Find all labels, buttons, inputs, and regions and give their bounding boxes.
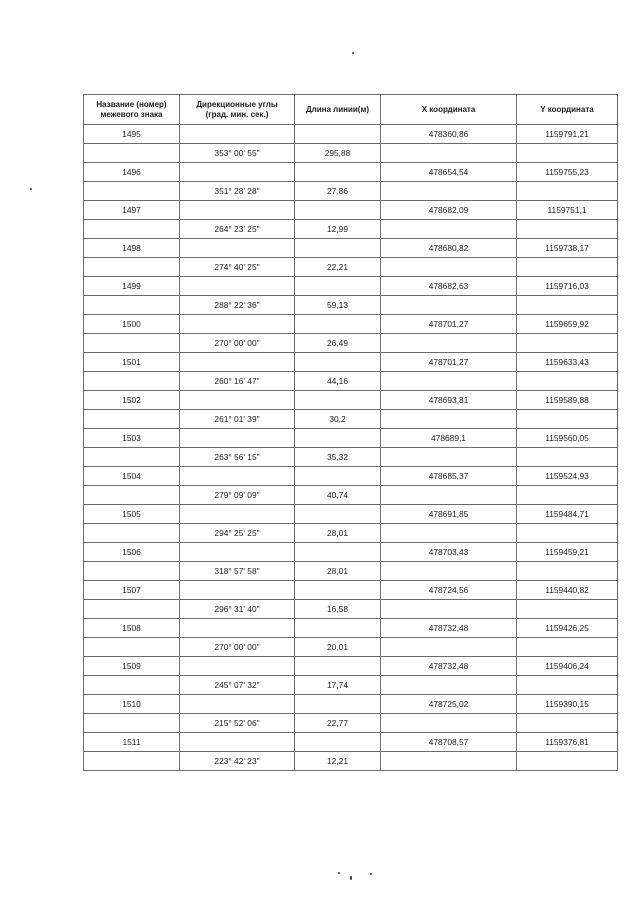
direction-angle-cell: 288° 22' 36" bbox=[180, 296, 295, 315]
direction-angle-cell: 351° 28' 28" bbox=[180, 182, 295, 201]
scan-speck bbox=[370, 873, 372, 875]
empty-cell bbox=[517, 562, 618, 581]
line-length-cell: 22,21 bbox=[295, 258, 381, 277]
segment-row bbox=[84, 448, 618, 467]
empty-cell bbox=[517, 524, 618, 543]
line-length-cell: 26,49 bbox=[295, 334, 381, 353]
point-name-cell: 1503 bbox=[84, 429, 180, 448]
x-coordinate-cell: 478654,54 bbox=[381, 163, 517, 182]
direction-angle-cell: 353° 00' 55" bbox=[180, 144, 295, 163]
empty-cell bbox=[84, 638, 180, 657]
line-length-cell: 30,2 bbox=[295, 410, 381, 429]
point-row bbox=[84, 657, 618, 676]
empty-cell bbox=[180, 543, 295, 562]
point-name-cell: 1500 bbox=[84, 315, 180, 334]
direction-angle-cell: 270° 00' 00" bbox=[180, 638, 295, 657]
point-name-cell: 1507 bbox=[84, 581, 180, 600]
empty-cell bbox=[84, 220, 180, 239]
x-coordinate-cell: 478680,82 bbox=[381, 239, 517, 258]
point-row bbox=[84, 239, 618, 258]
point-row bbox=[84, 619, 618, 638]
empty-cell bbox=[180, 505, 295, 524]
line-length-cell: 44,16 bbox=[295, 372, 381, 391]
empty-cell bbox=[295, 315, 381, 334]
direction-angle-cell: 294° 25' 25" bbox=[180, 524, 295, 543]
empty-cell bbox=[180, 201, 295, 220]
empty-cell bbox=[180, 315, 295, 334]
segment-row bbox=[84, 296, 618, 315]
segment-row bbox=[84, 600, 618, 619]
empty-cell bbox=[381, 258, 517, 277]
segment-row bbox=[84, 524, 618, 543]
scan-speck bbox=[352, 52, 354, 54]
x-coordinate-cell: 478691,85 bbox=[381, 505, 517, 524]
empty-cell bbox=[517, 144, 618, 163]
point-row bbox=[84, 581, 618, 600]
x-coordinate-cell: 478708,57 bbox=[381, 733, 517, 752]
x-coordinate-cell: 478732,48 bbox=[381, 619, 517, 638]
empty-cell bbox=[381, 752, 517, 771]
empty-cell bbox=[381, 638, 517, 657]
point-name-cell: 1498 bbox=[84, 239, 180, 258]
segment-row bbox=[84, 334, 618, 353]
empty-cell bbox=[517, 372, 618, 391]
segment-row bbox=[84, 144, 618, 163]
segment-row bbox=[84, 182, 618, 201]
header-y-coordinate: Y координата bbox=[517, 95, 618, 125]
y-coordinate-cell: 1159560,05 bbox=[517, 429, 618, 448]
line-length-cell: 12,99 bbox=[295, 220, 381, 239]
y-coordinate-cell: 1159633,43 bbox=[517, 353, 618, 372]
empty-cell bbox=[180, 581, 295, 600]
header-x-coordinate: X координата bbox=[381, 95, 517, 125]
empty-cell bbox=[180, 619, 295, 638]
y-coordinate-cell: 1159406,24 bbox=[517, 657, 618, 676]
empty-cell bbox=[295, 505, 381, 524]
x-coordinate-cell: 478693,81 bbox=[381, 391, 517, 410]
scan-speck bbox=[30, 188, 32, 190]
x-coordinate-cell: 478732,48 bbox=[381, 657, 517, 676]
segment-row bbox=[84, 562, 618, 581]
empty-cell bbox=[295, 429, 381, 448]
point-name-cell: 1511 bbox=[84, 733, 180, 752]
empty-cell bbox=[517, 334, 618, 353]
line-length-cell: 28,01 bbox=[295, 562, 381, 581]
line-length-cell: 27,86 bbox=[295, 182, 381, 201]
empty-cell bbox=[180, 125, 295, 144]
empty-cell bbox=[381, 144, 517, 163]
boundary-coordinates-table bbox=[83, 94, 618, 771]
y-coordinate-cell: 1159426,25 bbox=[517, 619, 618, 638]
direction-angle-cell: 261° 01' 39" bbox=[180, 410, 295, 429]
direction-angle-cell: 318° 57' 58" bbox=[180, 562, 295, 581]
empty-cell bbox=[295, 467, 381, 486]
empty-cell bbox=[517, 258, 618, 277]
empty-cell bbox=[295, 391, 381, 410]
empty-cell bbox=[295, 163, 381, 182]
segment-row bbox=[84, 486, 618, 505]
direction-angle-cell: 215° 52' 06" bbox=[180, 714, 295, 733]
empty-cell bbox=[517, 448, 618, 467]
direction-angle-cell: 270° 00' 00" bbox=[180, 334, 295, 353]
empty-cell bbox=[381, 714, 517, 733]
empty-cell bbox=[517, 638, 618, 657]
y-coordinate-cell: 1159738,17 bbox=[517, 239, 618, 258]
point-row bbox=[84, 163, 618, 182]
segment-row bbox=[84, 372, 618, 391]
segment-row bbox=[84, 752, 618, 771]
point-name-cell: 1504 bbox=[84, 467, 180, 486]
empty-cell bbox=[180, 239, 295, 258]
point-name-cell: 1496 bbox=[84, 163, 180, 182]
point-name-cell: 1499 bbox=[84, 277, 180, 296]
empty-cell bbox=[84, 334, 180, 353]
point-row bbox=[84, 125, 618, 144]
empty-cell bbox=[180, 733, 295, 752]
empty-cell bbox=[84, 752, 180, 771]
point-row bbox=[84, 353, 618, 372]
x-coordinate-cell: 478701,27 bbox=[381, 353, 517, 372]
x-coordinate-cell: 478703,43 bbox=[381, 543, 517, 562]
x-coordinate-cell: 478682,63 bbox=[381, 277, 517, 296]
empty-cell bbox=[517, 182, 618, 201]
direction-angle-cell: 245° 07' 32" bbox=[180, 676, 295, 695]
point-row bbox=[84, 695, 618, 714]
empty-cell bbox=[84, 600, 180, 619]
line-length-cell: 295,88 bbox=[295, 144, 381, 163]
line-length-cell: 35,32 bbox=[295, 448, 381, 467]
y-coordinate-cell: 1159524,93 bbox=[517, 467, 618, 486]
header-point-name: Название (номер) межевого знака bbox=[84, 95, 180, 125]
point-name-cell: 1501 bbox=[84, 353, 180, 372]
point-row bbox=[84, 733, 618, 752]
segment-row bbox=[84, 676, 618, 695]
line-length-cell: 28,01 bbox=[295, 524, 381, 543]
line-length-cell: 22,77 bbox=[295, 714, 381, 733]
empty-cell bbox=[517, 676, 618, 695]
line-length-cell: 16,58 bbox=[295, 600, 381, 619]
y-coordinate-cell: 1159659,92 bbox=[517, 315, 618, 334]
empty-cell bbox=[381, 220, 517, 239]
empty-cell bbox=[180, 695, 295, 714]
empty-cell bbox=[517, 486, 618, 505]
y-coordinate-cell: 1159459,21 bbox=[517, 543, 618, 562]
empty-cell bbox=[381, 562, 517, 581]
empty-cell bbox=[84, 410, 180, 429]
empty-cell bbox=[381, 296, 517, 315]
y-coordinate-cell: 1159755,23 bbox=[517, 163, 618, 182]
empty-cell bbox=[295, 543, 381, 562]
point-name-cell: 1497 bbox=[84, 201, 180, 220]
empty-cell bbox=[180, 467, 295, 486]
point-name-cell: 1509 bbox=[84, 657, 180, 676]
x-coordinate-cell: 478360,86 bbox=[381, 125, 517, 144]
empty-cell bbox=[381, 486, 517, 505]
empty-cell bbox=[180, 429, 295, 448]
header-line-length: Длина линии(м) bbox=[295, 95, 381, 125]
empty-cell bbox=[381, 334, 517, 353]
y-coordinate-cell: 1159390,15 bbox=[517, 695, 618, 714]
empty-cell bbox=[84, 486, 180, 505]
point-name-cell: 1502 bbox=[84, 391, 180, 410]
empty-cell bbox=[381, 676, 517, 695]
point-name-cell: 1510 bbox=[84, 695, 180, 714]
x-coordinate-cell: 478724,56 bbox=[381, 581, 517, 600]
empty-cell bbox=[295, 353, 381, 372]
empty-cell bbox=[295, 201, 381, 220]
point-row bbox=[84, 505, 618, 524]
line-length-cell: 59,13 bbox=[295, 296, 381, 315]
direction-angle-cell: 274° 40' 25" bbox=[180, 258, 295, 277]
empty-cell bbox=[84, 524, 180, 543]
empty-cell bbox=[381, 448, 517, 467]
empty-cell bbox=[84, 296, 180, 315]
empty-cell bbox=[180, 277, 295, 296]
empty-cell bbox=[180, 657, 295, 676]
segment-row bbox=[84, 258, 618, 277]
empty-cell bbox=[381, 372, 517, 391]
empty-cell bbox=[180, 391, 295, 410]
x-coordinate-cell: 478689,1 bbox=[381, 429, 517, 448]
x-coordinate-cell: 478685,37 bbox=[381, 467, 517, 486]
y-coordinate-cell: 1159751,1 bbox=[517, 201, 618, 220]
line-length-cell: 17,74 bbox=[295, 676, 381, 695]
direction-angle-cell: 264° 23' 25" bbox=[180, 220, 295, 239]
empty-cell bbox=[517, 600, 618, 619]
line-length-cell: 12,21 bbox=[295, 752, 381, 771]
empty-cell bbox=[381, 182, 517, 201]
empty-cell bbox=[517, 714, 618, 733]
empty-cell bbox=[381, 524, 517, 543]
empty-cell bbox=[84, 676, 180, 695]
empty-cell bbox=[295, 239, 381, 258]
empty-cell bbox=[517, 410, 618, 429]
header-direction-angle: Дирекционные углы (град. мин. сек.) bbox=[180, 95, 295, 125]
point-row bbox=[84, 315, 618, 334]
y-coordinate-cell: 1159791,21 bbox=[517, 125, 618, 144]
scan-speck bbox=[338, 872, 340, 874]
empty-cell bbox=[84, 448, 180, 467]
point-name-cell: 1506 bbox=[84, 543, 180, 562]
empty-cell bbox=[295, 277, 381, 296]
y-coordinate-cell: 1159484,71 bbox=[517, 505, 618, 524]
empty-cell bbox=[295, 733, 381, 752]
scan-speck bbox=[350, 876, 352, 880]
table-body bbox=[84, 125, 618, 771]
direction-angle-cell: 260° 16' 47" bbox=[180, 372, 295, 391]
empty-cell bbox=[517, 220, 618, 239]
point-name-cell: 1505 bbox=[84, 505, 180, 524]
line-length-cell: 20,01 bbox=[295, 638, 381, 657]
empty-cell bbox=[517, 296, 618, 315]
empty-cell bbox=[180, 353, 295, 372]
y-coordinate-cell: 1159589,88 bbox=[517, 391, 618, 410]
x-coordinate-cell: 478725,02 bbox=[381, 695, 517, 714]
empty-cell bbox=[84, 372, 180, 391]
direction-angle-cell: 263° 56' 15" bbox=[180, 448, 295, 467]
empty-cell bbox=[84, 714, 180, 733]
direction-angle-cell: 296° 31' 40" bbox=[180, 600, 295, 619]
empty-cell bbox=[295, 657, 381, 676]
segment-row bbox=[84, 638, 618, 657]
point-name-cell: 1495 bbox=[84, 125, 180, 144]
direction-angle-cell: 279° 09' 09" bbox=[180, 486, 295, 505]
empty-cell bbox=[84, 258, 180, 277]
empty-cell bbox=[295, 125, 381, 144]
empty-cell bbox=[84, 182, 180, 201]
segment-row bbox=[84, 410, 618, 429]
empty-cell bbox=[295, 581, 381, 600]
y-coordinate-cell: 1159716,03 bbox=[517, 277, 618, 296]
point-row bbox=[84, 277, 618, 296]
empty-cell bbox=[517, 752, 618, 771]
x-coordinate-cell: 478682,09 bbox=[381, 201, 517, 220]
point-name-cell: 1508 bbox=[84, 619, 180, 638]
y-coordinate-cell: 1159440,82 bbox=[517, 581, 618, 600]
point-row bbox=[84, 429, 618, 448]
direction-angle-cell: 223° 42' 23" bbox=[180, 752, 295, 771]
segment-row bbox=[84, 714, 618, 733]
point-row bbox=[84, 391, 618, 410]
empty-cell bbox=[84, 144, 180, 163]
empty-cell bbox=[381, 410, 517, 429]
line-length-cell: 40,74 bbox=[295, 486, 381, 505]
empty-cell bbox=[295, 695, 381, 714]
y-coordinate-cell: 1159376,81 bbox=[517, 733, 618, 752]
x-coordinate-cell: 478701,27 bbox=[381, 315, 517, 334]
empty-cell bbox=[84, 562, 180, 581]
point-row bbox=[84, 543, 618, 562]
empty-cell bbox=[295, 619, 381, 638]
empty-cell bbox=[381, 600, 517, 619]
table-header-row bbox=[84, 95, 618, 125]
point-row bbox=[84, 201, 618, 220]
segment-row bbox=[84, 220, 618, 239]
empty-cell bbox=[180, 163, 295, 182]
point-row bbox=[84, 467, 618, 486]
